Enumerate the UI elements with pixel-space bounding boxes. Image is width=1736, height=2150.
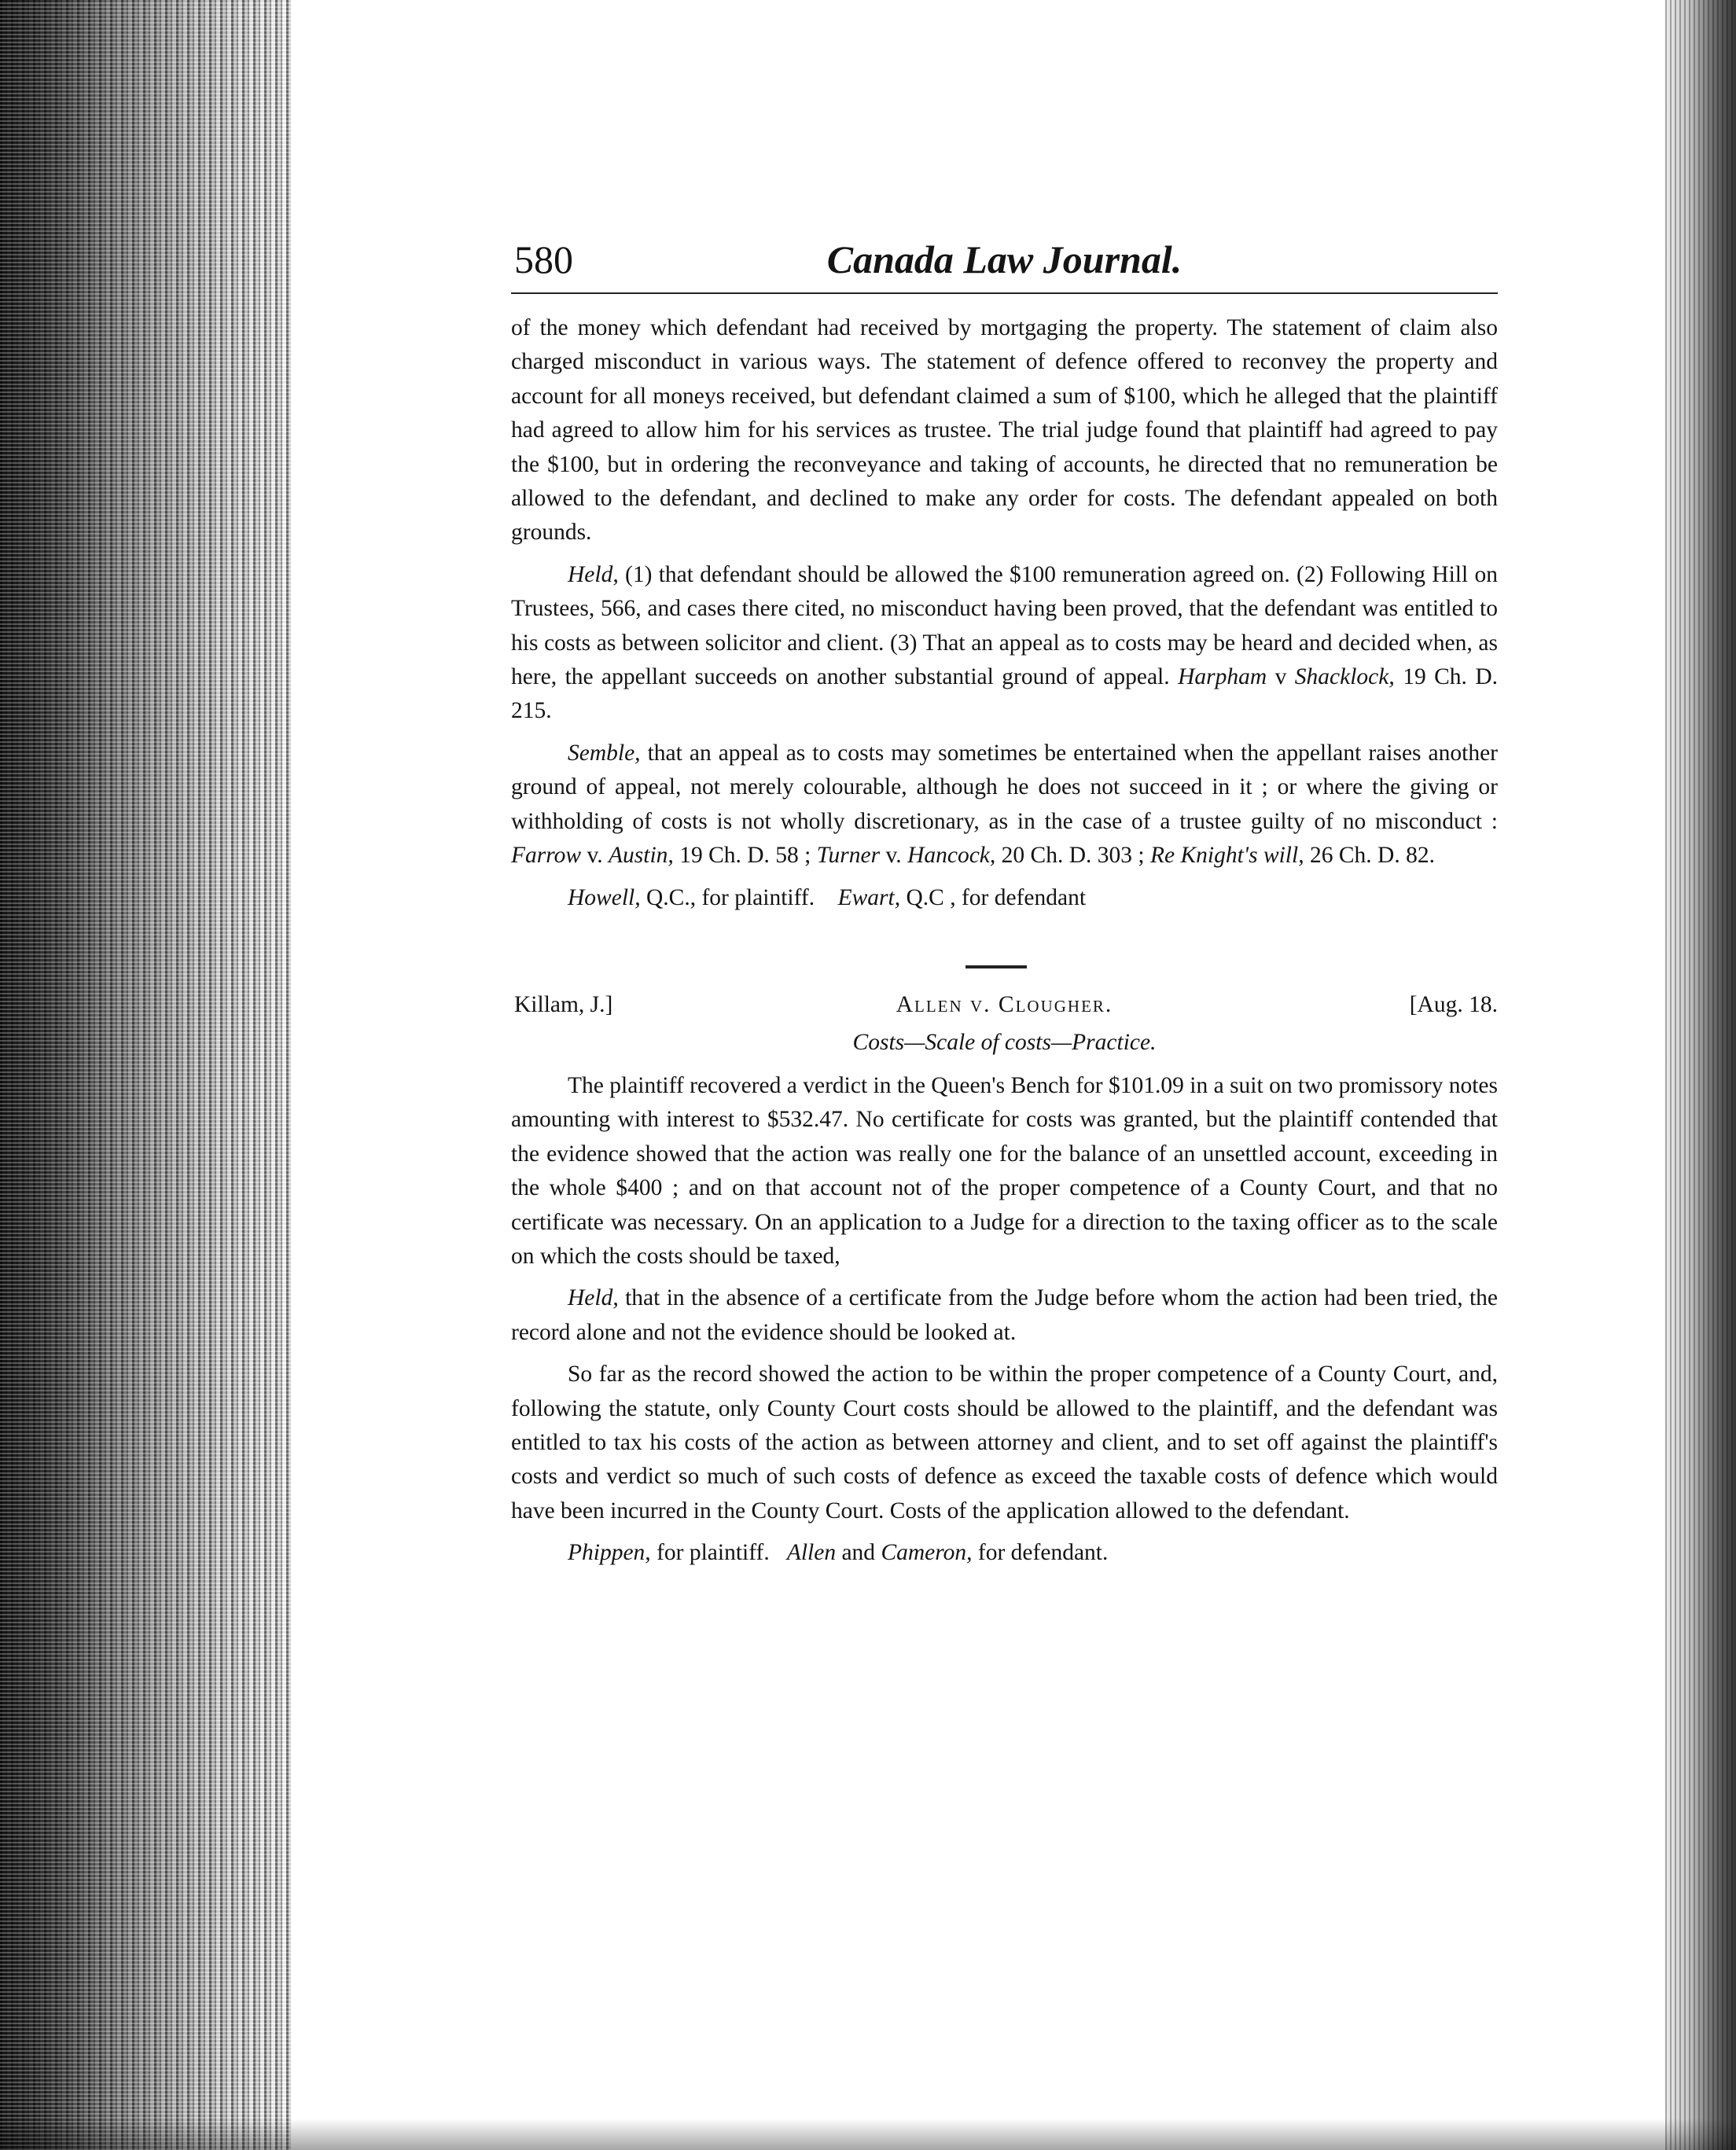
case2-heading: [511, 986, 1498, 1024]
case1-semble-paragraph: [511, 737, 1498, 873]
held-label: Held,: [568, 561, 619, 587]
case-name: Hancock,: [907, 843, 996, 869]
page-number: 580: [514, 237, 573, 281]
counsel-role: Q.C., for plaintiff.: [645, 884, 815, 910]
judge-name: Killam, J.]: [514, 991, 613, 1017]
case2-held-paragraph: [511, 1281, 1498, 1350]
semble-text: that an appeal as to costs may sometimes be entertained when the appellant raises another ground of appeal, not merely colourable, although he does not succeed in it ; or where the giving or withholding of costs is not wholly discretionary, as in the case of a trustee guilty of no misconduct :: [511, 740, 1499, 834]
case-name: Shacklock,: [1294, 664, 1395, 690]
case2-facts-paragraph: The plaintiff recovered a verdict in the Queen's Bench for $101.09 in a suit on two promissory notes amounting with interest to $532.47. No certificate for costs was granted, but the plaintiff contended that the evidence showed that the action was really one for the balance of an unsettled account, exceeding in the whole $400 ; and on that account not of the proper competence of a County Court, and that no certificate was necessary. On an application to a Judge for a direction to the taxing officer as to the scale on which the costs should be taxed,: [511, 1072, 1498, 1269]
case1-held-paragraph: [511, 558, 1498, 729]
held-text: (1) that defendant should be allowed the $100 remuneration agreed on. (2) Following Hill on Trustees, 566, and cases there cited, no misconduct having been proved, that the defendant was entitled to his costs as between solicitor and client. (3) That an appeal as to costs may be heard and decided when, as here, the appellant succeeds on another substantial ground of appeal.: [511, 561, 1498, 690]
case2-topic: Costs—Scale of costs—Practice.: [852, 1029, 1157, 1055]
case2-ruling-paragraph: So far as the record showed the action to be within the proper competence of a County Court, and, following the statute, only County Court costs should be allowed to the plaintiff, and the defendant was entitled to tax his costs of the action as between attorney and client, and to set off against the plaintiff's costs and verdict so much of such costs of defence as exceed the taxable costs of defence which would have been incurred in the County Court. Costs of the application allowed to the defendant.: [511, 1362, 1498, 1523]
section-divider: [511, 956, 1498, 979]
scan-bottom-edge: [0, 2119, 1736, 2150]
counsel-conjunction: and: [841, 1540, 876, 1566]
counsel-name: Allen: [786, 1540, 837, 1566]
journal-title: Canada Law Journal.: [826, 237, 1182, 281]
citation: 19 Ch. D. 215.: [511, 664, 1499, 724]
counsel-role: for plaintiff.: [657, 1540, 770, 1566]
case-name: Re Knight's will,: [1149, 843, 1304, 869]
held-text: that in the absence of a certificate from the Judge before whom the action had been tried, the record alone and not the evidence should be looked at.: [511, 1285, 1498, 1345]
case1-facts-paragraph: of the money which defendant had received by mortgaging the property. The statement of claim also charged misconduct in various ways. The statement of defence offered to reconvey the property and account for all moneys received, but defendant claimed a sum of $100, which he alleged that the plaintiff had agreed to allow him for his services as trustee. The trial judge found that plaintiff had agreed to pay the $100, but in ordering the reconveyance and taking of accounts, he directed that no remuneration be allowed to the defendant, and declined to make any order for costs. The defendant appealed on both grounds.: [511, 315, 1498, 546]
counsel-role: for defendant.: [977, 1540, 1109, 1566]
case-name: Farrow: [511, 843, 582, 869]
case-name: Turner: [816, 843, 881, 869]
versus: v: [1274, 664, 1287, 690]
versus: v.: [885, 843, 902, 869]
counsel-name: Ewart,: [837, 884, 901, 910]
page-header: [511, 228, 1498, 294]
case-title: Allen v. Clougher.: [896, 991, 1113, 1017]
case-name: Harpham: [1178, 664, 1267, 690]
scan-left-edge-noise: [0, 0, 291, 2150]
case2-counsel-line: [511, 1536, 1498, 1570]
citation: 20 Ch. D. 303 ;: [1001, 843, 1145, 869]
scan-right-edge: [1665, 0, 1736, 2150]
versus: v.: [587, 843, 603, 869]
counsel-name: Howell,: [568, 884, 641, 910]
held-label: Held,: [568, 1285, 619, 1311]
divider-rule: [965, 965, 1027, 968]
case1-counsel-line: [511, 881, 1498, 915]
journal-page: [511, 228, 1498, 1571]
semble-label: Semble,: [568, 740, 641, 766]
counsel-name: Cameron,: [881, 1540, 973, 1566]
counsel-name: Phippen,: [568, 1540, 651, 1566]
citation: 26 Ch. D. 82.: [1309, 843, 1435, 869]
citation: 19 Ch. D. 58 ;: [679, 843, 811, 869]
case-name: Austin,: [609, 843, 674, 869]
case-date: [Aug. 18.: [1409, 991, 1498, 1017]
counsel-role: Q.C , for defendant: [906, 884, 1087, 910]
